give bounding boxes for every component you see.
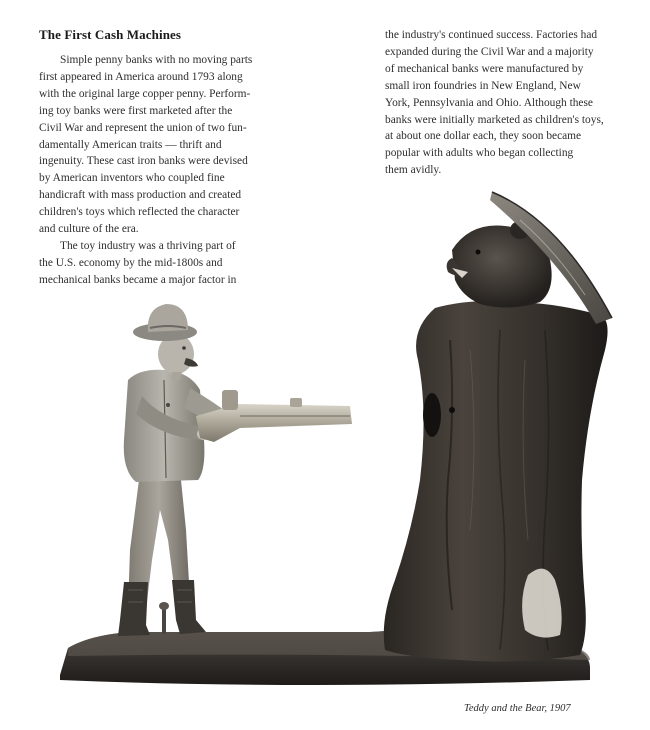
text-line: mechanical banks became a major factor in: [39, 273, 237, 286]
right-text-column: [385, 27, 625, 179]
figure-caption: Teddy and the Bear, 1907: [464, 703, 571, 714]
text-line: with the original large copper penny. Perform-: [39, 87, 251, 100]
text-line: the industry's continued success. Factories had: [385, 29, 598, 41]
text-line: The toy industry was a thriving part of: [60, 239, 236, 252]
text-line: Simple penny banks with no moving parts: [60, 54, 253, 66]
text-line: first appeared in America around 1793 along: [39, 70, 243, 83]
text-line: small iron foundries in New England, New: [385, 79, 581, 92]
text-line: the U.S. economy by the mid-1800s and: [39, 256, 223, 269]
text-line: expanded during the Civil War and a majority: [385, 45, 594, 58]
text-line: damentally American traits — thrift and: [39, 138, 222, 151]
text-line: Civil War and represent the union of two fun-: [39, 121, 247, 134]
text-line: at about one dollar each, they soon became: [385, 130, 582, 143]
article-heading: The First Cash Machines: [39, 27, 182, 42]
text-line: ingenuity. These cast iron banks were devised: [39, 155, 248, 168]
text-line: of mechanical banks were manufactured by: [385, 62, 584, 75]
text-line: them avidly.: [385, 164, 442, 177]
text-line: ing toy banks were first marketed after the: [39, 104, 233, 117]
text-line: by American inventors who coupled fine: [39, 172, 225, 185]
text-line: and culture of the era.: [39, 223, 139, 236]
text-line: handicraft with mass production and created: [39, 189, 242, 202]
text-line: children's toys which reflected the character: [39, 206, 240, 219]
text-line: banks were initially marketed as children's toys,: [385, 113, 604, 126]
mechanical-bank-photo: [0, 180, 650, 700]
text-line: popular with adults who began collecting: [385, 147, 574, 160]
text-line: York, Pennsylvania and Ohio. Although these: [385, 96, 593, 109]
